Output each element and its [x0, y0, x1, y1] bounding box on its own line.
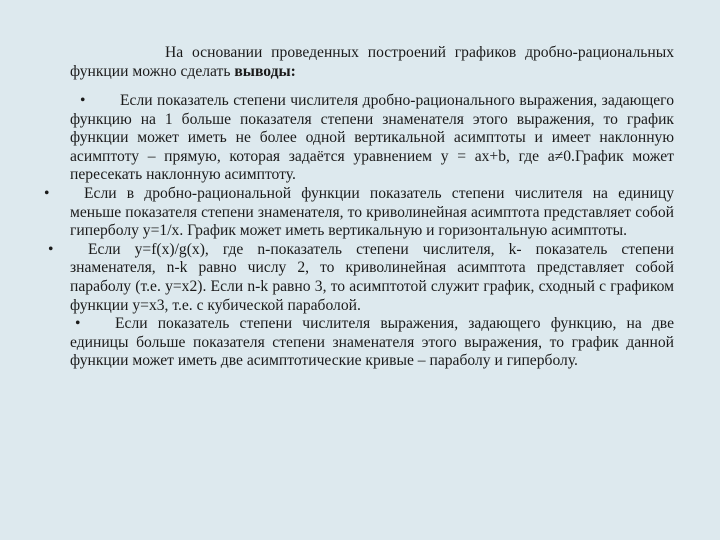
- bullet-icon: •: [80, 92, 86, 109]
- intro-text: На основании проведенных построений графиков дробно-рациональных функции можно сделать: [70, 44, 674, 80]
- bullet-icon: •: [75, 315, 81, 333]
- intro-paragraph: [70, 44, 674, 81]
- list-item-text: Если y=f(x)/g(x), где n-показатель степени числителя, k- показатель степени знаменателя, n-k равно числу 2, то криволинейная асимптота представляет собой параболу (т.е. y=x2). Если n-k равно 3, то асимптотой служит график, сходный с графиком функции y=x3, т.е. с кубической параболой.: [70, 240, 674, 314]
- list-item: [48, 240, 674, 315]
- intro-bold-conclusions: выводы:: [234, 62, 296, 80]
- list-item: [70, 315, 674, 371]
- list-item-text: Если в дробно-рациональной функции показатель степени числителя на единицу меньше показателя степени знаменателя, то криволинейная асимптота представляет собой гиперболу y=1/x. График может иметь вертикальную и горизонтальную асимптоты.: [70, 184, 674, 240]
- conclusions-list: [0, 92, 720, 371]
- list-item: [70, 92, 674, 185]
- list-item-text: Если показатель степени числителя дробно-рационального выражения, задающего функцию на 1 больше показателя степени знаменателя этого выражения, то график функции может иметь не более одной вертикальной асимптоты и имеет наклонную асимптоту – прямую, которая задаётся уравнением y = ax+b, где a≠0.График может пересекать наклонную асимптоту.: [70, 92, 674, 184]
- list-item-text: Если показатель степени числителя выражения, задающего функцию, на две единицы больше показателя степени знаменателя этого выражения, то график данной функции может иметь две асимптотические кривые – параболу и гиперболу.: [70, 315, 674, 370]
- list-item: [44, 184, 674, 241]
- bullet-icon: •: [44, 184, 50, 202]
- bullet-icon: •: [48, 240, 54, 258]
